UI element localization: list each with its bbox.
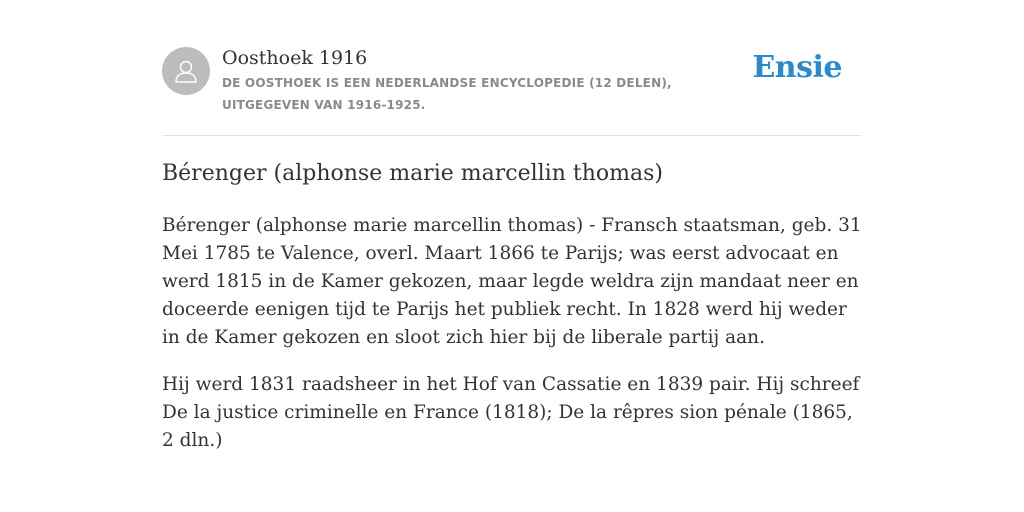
- source-title[interactable]: Oosthoek 1916: [222, 47, 368, 69]
- ensie-logo[interactable]: Ensie: [752, 50, 842, 85]
- article-paragraph-1: Bérenger (alphonse marie marcellin thomas) - Fransch staatsman, geb. 31 Mei 1785 te Valence, overl. Maart 1866 te Parijs; was eerst advocaat en werd 1815 in de Kamer gekozen, maar legde weldra zijn mandaat neer en doceerde eenigen tijd te Parijs het publiek recht. In 1828 werd hij weder in de Kamer gekozen en sloot zich hier bij de liberale partij aan.: [162, 215, 862, 348]
- source-header: [162, 46, 862, 136]
- page-container: [162, 0, 862, 455]
- user-avatar-icon: [172, 57, 200, 85]
- article-paragraph-2: Hij werd 1831 raadsheer in het Hof van Cassatie en 1839 pair. Hij schreef De la justice criminelle en France (1818); De la rêpres sion pénale (1865, 2 dln.): [162, 374, 860, 451]
- article-title: Bérenger (alphonse marie marcellin thomas): [162, 161, 663, 186]
- source-description: DE OOSTHOEK IS EEN NEDERLANDSE ENCYCLOPEDIE (12 DELEN), UITGEGEVEN VAN 1916-1925.: [222, 76, 672, 112]
- source-avatar[interactable]: [162, 47, 210, 95]
